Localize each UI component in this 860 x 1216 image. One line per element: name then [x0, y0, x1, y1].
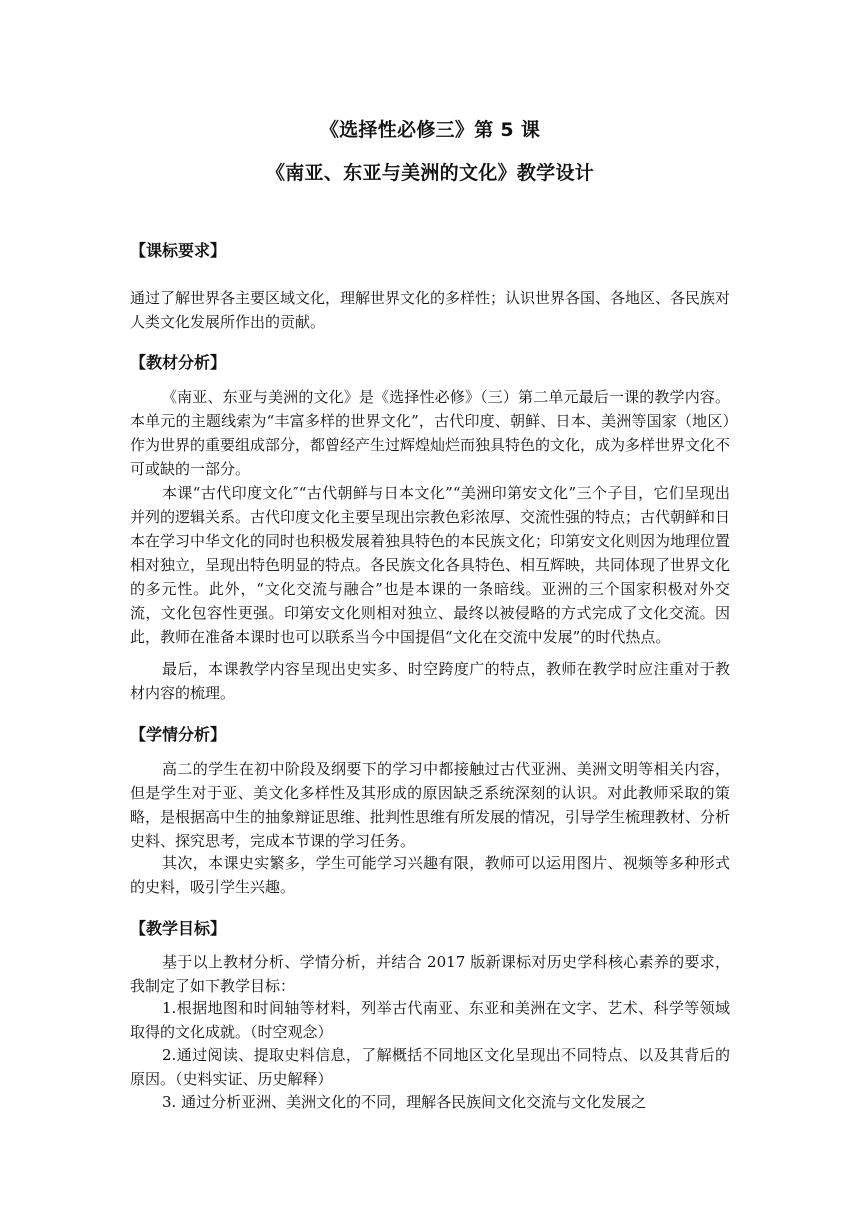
textbook-paragraph-3: 最后，本课教学内容呈现出史实多、时空跨度广的特点，教师在教学时应注重对于教材内容的梳理。 [130, 660, 730, 702]
section-heading-students: 【学情分析】 [130, 725, 227, 744]
section-heading-curriculum: 【课标要求】 [130, 241, 227, 260]
curriculum-paragraph: 通过了解世界各主要区域文化，理解世界文化的多样性；认识世界各国、各地区、各民族对人类文化发展所作出的贡献。 [130, 289, 731, 331]
textbook-paragraph-1: 《南亚、东亚与美洲的文化》是《选择性必修》（三）第二单元最后一课的教学内容。本单元的主题线索为“丰富多样的世界文化”，古代印度、朝鲜、日本、美洲等国家（地区）作为世界的重要组成部分，都曾经产生过辉煌灿烂而独具特色的文化，成为多样世界文化不可或缺的一部分。 [130, 388, 731, 478]
section-heading-textbook: 【教材分析】 [130, 353, 227, 372]
objective-item-3: 3. 通过分析亚洲、美洲文化的不同，理解各民族间文化交流与文化发展之 [162, 1093, 647, 1111]
document-title-line1: 《选择性必修三》第 5 课 [319, 119, 541, 141]
students-paragraph-1: 高二的学生在初中阶段及纲要下的学习中都接触过古代亚洲、美洲文明等相关内容，但是学生对于亚、美文化多样性及其形成的原因缺乏系统深刻的认识。对此教师采取的策略，是根据高中生的抽象辩证思维、批判性思维有所发展的情况，引导学生梳理教材、分析史料、探究思考，完成本节课的学习任务。 [130, 760, 731, 850]
textbook-paragraph-2: 本课“古代印度文化″“古代朝鲜与日本文化”“美洲印第安文化”三个子目，它们呈现出并列的逻辑关系。古代印度文化主要呈现出宗教色彩浓厚、交流性强的特点；古代朝鲜和日本在学习中华文化的同时也积极发展着独具特色的本民族文化；印第安文化则因为地理位置相对独立，呈现出特色明显的特点。各民族文化各具特色、相互辉映，共同体现了世界文化的多元性。此外，“文化交流与融合”也是本课的一条暗线。亚洲的三个国家积极对外交流，文化包容性更强。印第安文化则相对独立、最终以被侵略的方式完成了文化交流。因此，教师在准备本课时也可以联系当今中国提倡“文化在交流中发展”的时代热点。 [130, 484, 731, 646]
document-title-line2: 《南亚、东亚与美洲的文化》教学设计 [265, 162, 595, 184]
objective-item-2: 2.通过阅读、提取史料信息，了解概括不同地区文化呈现出不同特点、以及其背后的原因。（史料实证、历史解释） [130, 1046, 730, 1088]
students-paragraph-2: 其次，本课史实繁多，学生可能学习兴趣有限，教师可以运用图片、视频等多种形式的史料，吸引学生兴趣。 [130, 854, 730, 896]
objective-item-1: 1.根据地图和时间轴等材料，列举古代南亚、东亚和美洲在文字、艺术、科学等领域取得的文化成就。（时空观念） [130, 999, 730, 1041]
section-heading-objectives: 【教学目标】 [130, 919, 227, 938]
objectives-paragraph-intro: 基于以上教材分析、学情分析，并结合 2017 版新课标对历史学科核心素养的要求，我制定了如下教学目标： [130, 953, 730, 995]
